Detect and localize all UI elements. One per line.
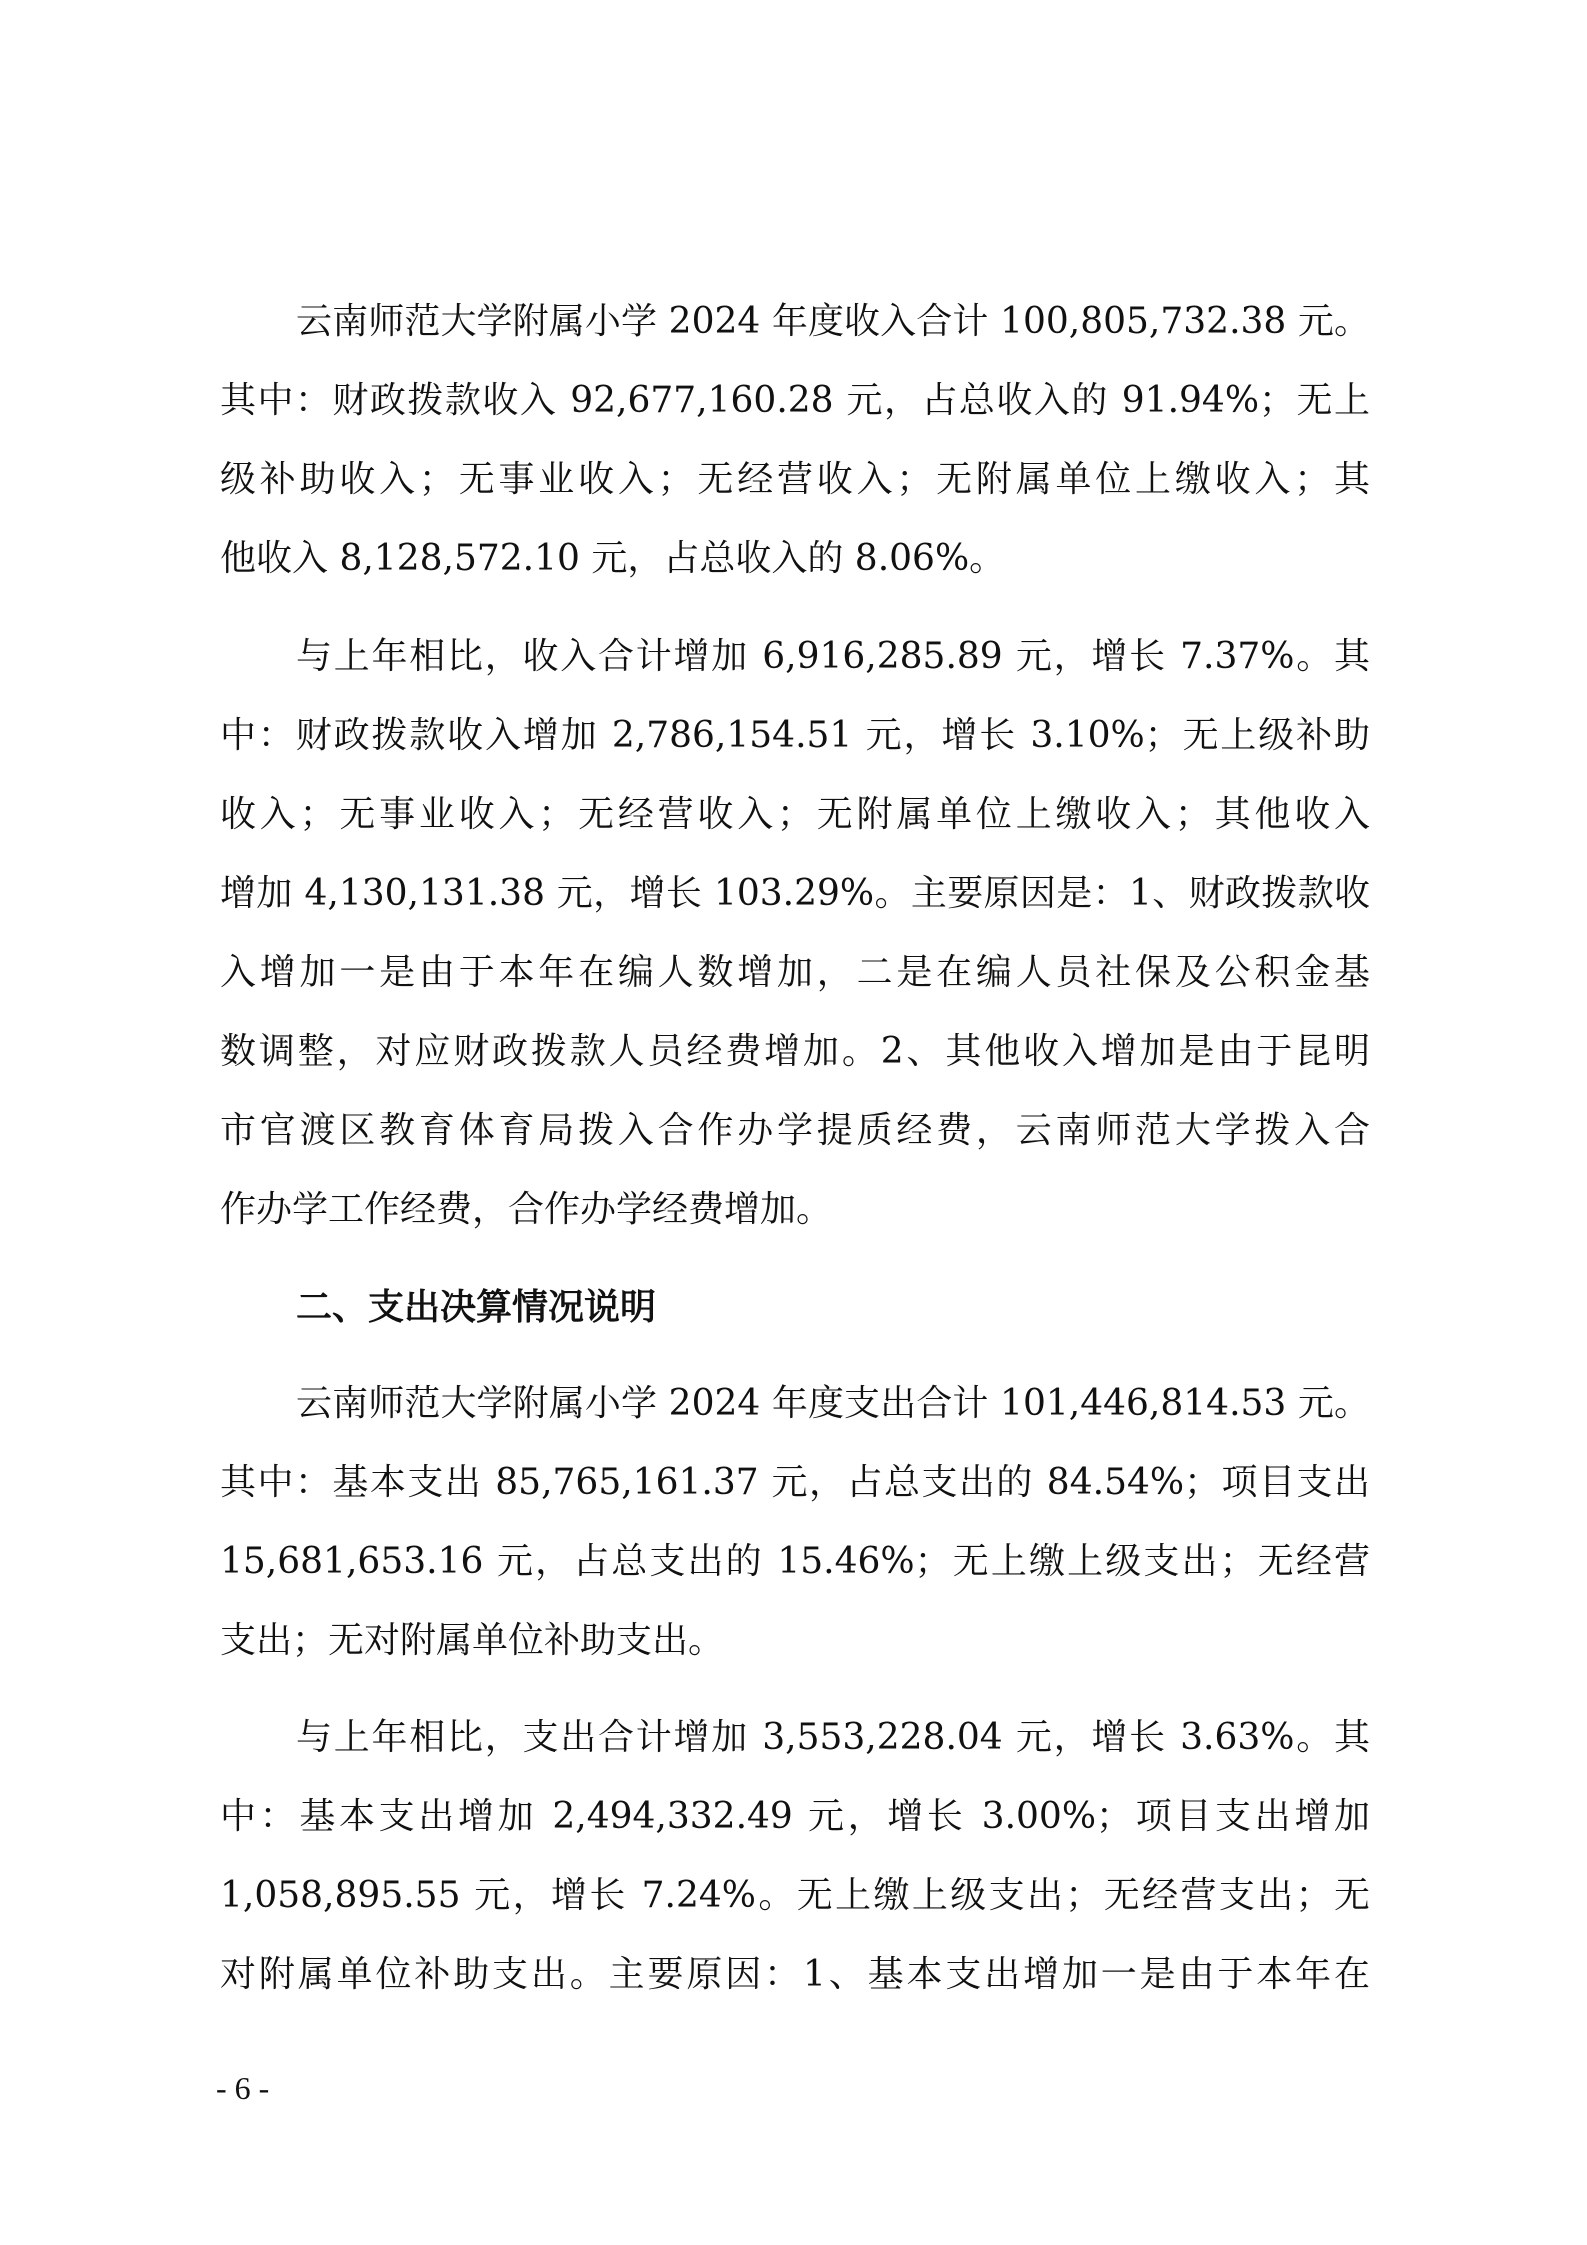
text-line: 他收入 8,128,572.10 元，占总收入的 8.06%。 <box>220 538 1006 579</box>
text-line: 作办学工作经费，合作办学经费增加。 <box>220 1189 833 1230</box>
text-line: 入增加一是由于本年在编人数增加，二是在编人员社保及公积金基 <box>220 952 1370 993</box>
text-line: 市官渡区教育体育局拨入合作办学提质经费，云南师范大学拨入合 <box>220 1110 1370 1151</box>
text-line: 1,058,895.55 元，增长 7.24%。无上缴上级支出；无经营支出；无 <box>220 1875 1370 1916</box>
text-line: 数调整，对应财政拨款人员经费增加。2、其他收入增加是由于昆明 <box>220 1031 1370 1072</box>
text-line: 级补助收入；无事业收入；无经营收入；无附属单位上缴收入；其 <box>220 459 1370 500</box>
text-line: 与上年相比，支出合计增加 3,553,228.04 元，增长 3.63%。其 <box>296 1717 1370 1758</box>
text-line: 与上年相比，收入合计增加 6,916,285.89 元，增长 7.37%。其 <box>296 636 1370 677</box>
text-line: 其中：基本支出 85,765,161.37 元，占总支出的 84.54%；项目支出 <box>220 1462 1370 1503</box>
text-line: 对附属单位补助支出。主要原因：1、基本支出增加一是由于本年在 <box>220 1954 1370 1995</box>
text-line: 支出；无对附属单位补助支出。 <box>220 1620 725 1661</box>
text-line: 其中：财政拨款收入 92,677,160.28 元，占总收入的 91.94%；无上 <box>220 380 1370 421</box>
text-line: 收入；无事业收入；无经营收入；无附属单位上缴收入；其他收入 <box>220 794 1370 835</box>
text-line: 中：财政拨款收入增加 2,786,154.51 元，增长 3.10%；无上级补助 <box>220 715 1370 756</box>
text-line: 云南师范大学附属小学 2024 年度收入合计 100,805,732.38 元。 <box>296 301 1370 342</box>
text-line: 增加 4,130,131.38 元，增长 103.29%。主要原因是：1、财政拨款收 <box>220 873 1370 914</box>
text-line: 中：基本支出增加 2,494,332.49 元，增长 3.00%；项目支出增加 <box>220 1796 1370 1837</box>
text-line: 15,681,653.16 元，占总支出的 15.46%；无上缴上级支出；无经营 <box>220 1541 1370 1582</box>
page-number: - 6 - <box>216 2070 270 2106</box>
section-heading-expenditure: 二、支出决算情况说明 <box>296 1287 657 1328</box>
text-line: 云南师范大学附属小学 2024 年度支出合计 101,446,814.53 元。 <box>296 1383 1370 1424</box>
